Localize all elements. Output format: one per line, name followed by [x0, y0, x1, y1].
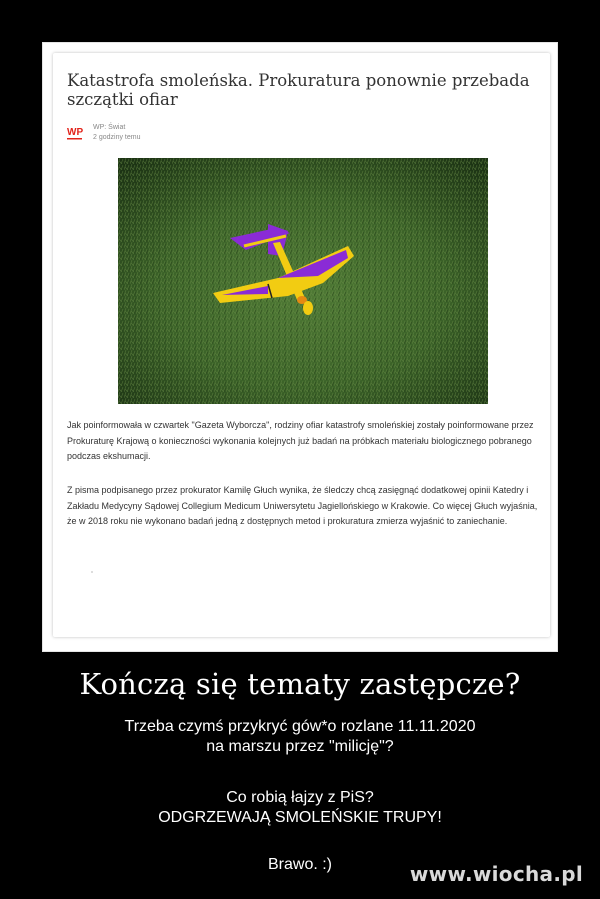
article-headline: Katastrofa smoleńska. Prokuratura ponownie przebada szczątki ofiar [67, 71, 530, 109]
caption-title: Kończą się tematy zastępcze? [79, 667, 521, 701]
demotivator-frame [42, 42, 558, 652]
caption-line-3: Co robią łajzy z PiS? [226, 789, 374, 806]
divider-dot [91, 571, 93, 573]
article-photo [118, 158, 488, 404]
caption-line-5: Brawo. :) [267, 856, 332, 873]
svg-text:WP: WP [67, 127, 84, 138]
article-category[interactable]: WP: Świat [93, 124, 126, 131]
site-watermark: www.wiocha.pl [409, 862, 583, 886]
article-paragraph-1: Jak poinformowała w czwartek "Gazeta Wyborcza", rodziny ofiar katastrofy smoleńskiej zostały poinformowane przez Prokuraturę Krajową o konieczności wykonania kolejnych już badań na próbkach materiału biologicznego pobranego podczas ekshumacji. [67, 420, 534, 461]
article-card [53, 53, 550, 637]
caption-line-1: Trzeba czymś przykryć gów*o rozlane 11.11.2020 [124, 718, 476, 735]
caption-line-2: na marszu przez "milicję"? [206, 738, 394, 755]
wp-logo-icon [67, 125, 85, 141]
article-paragraph-2: Z pisma podpisanego przez prokurator Kamilę Głuch wynika, że śledczy chcą zasięgnąć dodatkowej opinii Katedry i Zakładu Medycyny Sądowej Collegium Medicum Uniwersytetu Jagiellońskiego w Krakowie. Co więcej Głuch wyjaśnia, że w 2018 roku nie wykonano badań jedną z dostępnych metod i prokuratura zmierza wyjaśnić to zaniechanie. [67, 485, 538, 526]
caption-line-4: ODGRZEWAJĄ SMOLEŃSKIE TRUPY! [158, 809, 442, 826]
article-time: 2 godziny temu [93, 134, 141, 141]
